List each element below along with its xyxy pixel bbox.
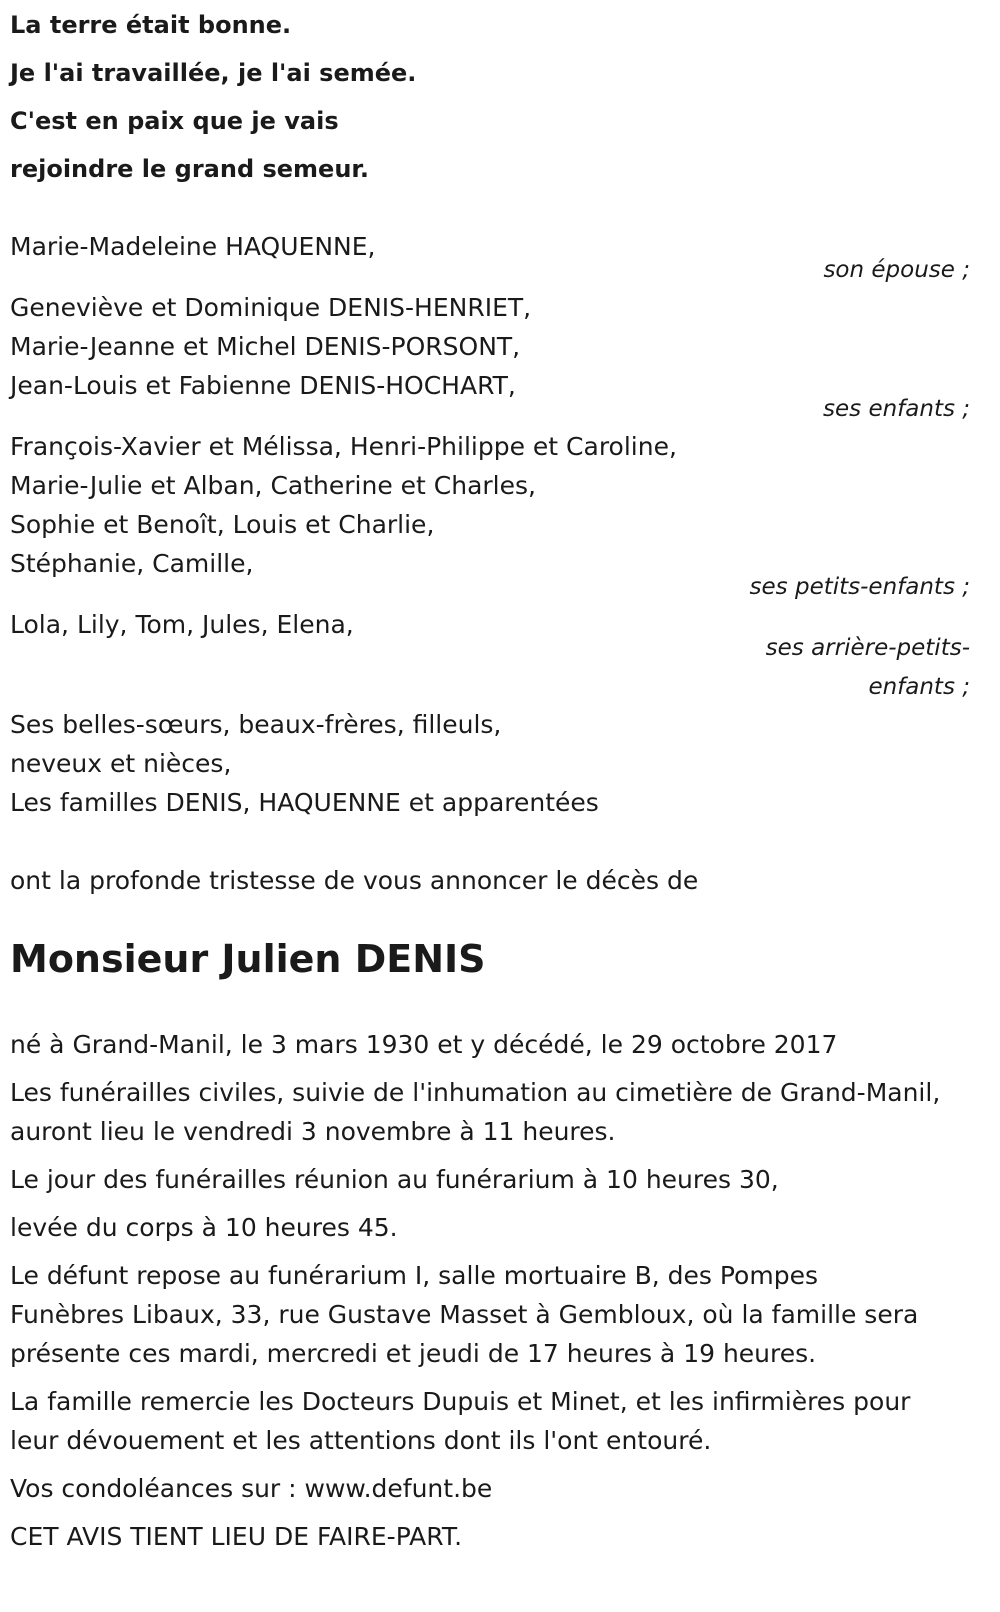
funeral-line: auront lieu le vendredi 3 novembre à 11 heures.	[10, 1117, 616, 1146]
gathering-line: levée du corps à 10 heures 45.	[10, 1213, 398, 1242]
grandchildren-role: ses petits-enfants ;	[749, 574, 970, 600]
deceased-name: Monsieur Julien DENIS	[10, 937, 486, 981]
thanks-line: La famille remercie les Docteurs Dupuis et Minet, et les infirmières pour	[10, 1387, 911, 1416]
verse-line: La terre était bonne.	[10, 11, 292, 39]
announcement-text: ont la profonde tristesse de vous annoncer le décès de	[10, 866, 699, 895]
verse-line: Je l'ai travaillée, je l'ai semée.	[10, 59, 417, 87]
relatives-line: Les familles DENIS, HAQUENNE et apparentées	[10, 788, 599, 817]
repose-line: présente ces mardi, mercredi et jeudi de 17 heures à 19 heures.	[10, 1339, 817, 1368]
verse-line: rejoindre le grand semeur.	[10, 155, 369, 183]
child-line: Marie-Jeanne et Michel DENIS-PORSONT,	[10, 332, 521, 361]
funeral-line: Les funérailles civiles, suivie de l'inhumation au cimetière de Grand-Manil,	[10, 1078, 941, 1107]
great-grandchildren-role: ses arrière-petits-	[765, 635, 970, 661]
verse-line: C'est en paix que je vais	[10, 107, 339, 135]
great-grandchildren-role: enfants ;	[868, 674, 970, 700]
relatives-line: Ses belles-sœurs, beaux-frères, filleuls,	[10, 710, 502, 739]
child-line: Jean-Louis et Fabienne DENIS-HOCHART,	[10, 371, 516, 400]
notice-line: CET AVIS TIENT LIEU DE FAIRE-PART.	[10, 1522, 463, 1551]
grandchild-line: Stéphanie, Camille,	[10, 549, 254, 578]
grandchild-line: Sophie et Benoît, Louis et Charlie,	[10, 510, 435, 539]
grandchild-line: Marie-Julie et Alban, Catherine et Charles,	[10, 471, 536, 500]
grandchild-line: François-Xavier et Mélissa, Henri-Philippe et Caroline,	[10, 432, 677, 461]
thanks-line: leur dévouement et les attentions dont ils l'ont entouré.	[10, 1426, 712, 1455]
great-grandchildren-line: Lola, Lily, Tom, Jules, Elena,	[10, 610, 354, 639]
gathering-line: Le jour des funérailles réunion au funérarium à 10 heures 30,	[10, 1165, 779, 1194]
children-role: ses enfants ;	[823, 396, 970, 422]
spouse-role: son épouse ;	[823, 257, 970, 283]
repose-line: Le défunt repose au funérarium I, salle mortuaire B, des Pompes	[10, 1261, 818, 1290]
condolences-line: Vos condoléances sur : www.defunt.be	[10, 1474, 493, 1503]
relatives-line: neveux et nièces,	[10, 749, 232, 778]
birth-death-line: né à Grand-Manil, le 3 mars 1930 et y décédé, le 29 octobre 2017	[10, 1030, 838, 1059]
child-line: Geneviève et Dominique DENIS-HENRIET,	[10, 293, 532, 322]
repose-line: Funèbres Libaux, 33, rue Gustave Masset à Gembloux, où la famille sera	[10, 1300, 919, 1329]
spouse-name: Marie-Madeleine HAQUENNE,	[10, 232, 376, 261]
